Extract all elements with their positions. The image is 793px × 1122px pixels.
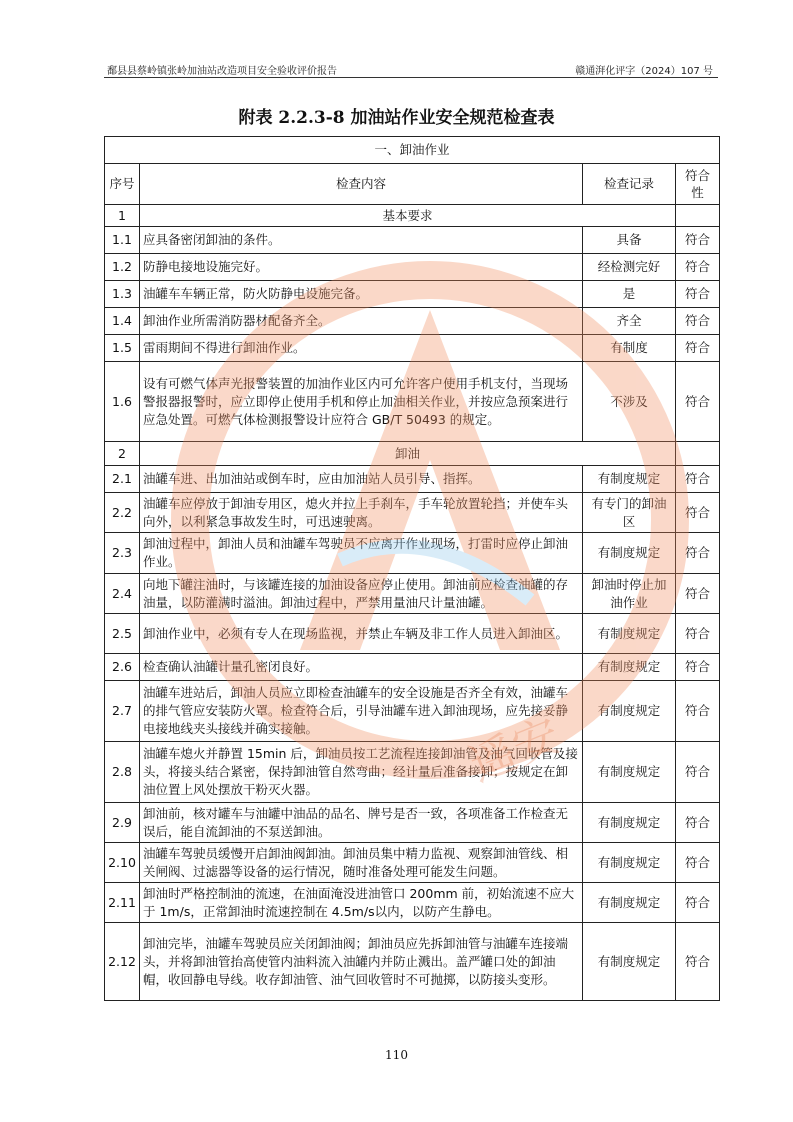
conformity: 符合 [676, 681, 720, 742]
check-content: 油罐车车辆正常，防火防静电设施完备。 [140, 281, 583, 308]
group-title: 基本要求 [140, 205, 676, 227]
conformity: 符合 [676, 843, 720, 883]
table-row [105, 614, 720, 654]
check-content: 设有可燃气体声光报警装置的加油作业区内可允许客户使用手机支付，当现场警报器报警时，应立即停止使用手机和停止加油相关作业，并按应急预案进行应急处置。可燃气体检测报警设计应符合 GB/T 50493 的规定。 [140, 362, 583, 442]
check-content: 卸油作业中，必须有专人在现场监视，并禁止车辆及非工作人员进入卸油区。 [140, 614, 583, 654]
check-content: 卸油前，核对罐车与油罐中油品的品名、牌号是否一致，各项准备工作检查无误后，能自流卸油的不泵送卸油。 [140, 803, 583, 843]
column-header-row [105, 164, 720, 205]
col-header-content: 检查内容 [140, 164, 583, 205]
conformity: 符合 [676, 281, 720, 308]
row-number: 2.8 [105, 742, 140, 803]
check-record: 有制度规定 [583, 466, 676, 493]
table-row [105, 742, 720, 803]
running-header-left: 鄱县县蔡岭镇张岭加油站改造项目安全验收评价报告 [107, 66, 337, 77]
check-record: 有制度 [583, 335, 676, 362]
row-number: 2.6 [105, 654, 140, 681]
page-title: 附表 2.2.3-8 加油站作业安全规范检查表 [238, 108, 555, 128]
check-record: 有制度规定 [583, 681, 676, 742]
group-number: 1 [105, 205, 140, 227]
check-record: 有专门的卸油区 [583, 493, 676, 533]
watermark-text: 遥安 [461, 707, 568, 793]
check-content: 油罐车应停放于卸油专用区，熄火并拉上手刹车，手车轮放置轮挡；并使车头向外，以利紧急事故发生时，可迅速驶离。 [140, 493, 583, 533]
running-header-right: 赣通湃化评字（2024）107 号 [575, 66, 713, 77]
check-content: 油罐车驾驶员缓慢开启卸油阀卸油。卸油员集中精力监视、观察卸油管线、相关闸阀、过滤器等设备的运行情况，随时准备处理可能发生问题。 [140, 843, 583, 883]
group-empty-cell [676, 205, 720, 227]
check-content: 油罐车进站后，卸油人员应立即检查油罐车的安全设施是否齐全有效，油罐车的排气管应安装防火罩。检查符合后，引导油罐车进入卸油现场，应先接妥静电接地线夹头接线并确实接触。 [140, 681, 583, 742]
check-record: 有制度规定 [583, 883, 676, 923]
table-row [105, 308, 720, 335]
check-content: 防静电接地设施完好。 [140, 254, 583, 281]
page-number: 110 [385, 1048, 408, 1062]
col-header-no: 序号 [105, 164, 140, 205]
table-row [105, 362, 720, 442]
table-row [105, 923, 720, 1001]
conformity: 符合 [676, 803, 720, 843]
check-record: 有制度规定 [583, 533, 676, 574]
check-record: 具备 [583, 227, 676, 254]
check-content: 卸油时严格控制油的流速，在油面淹没进油管口 200mm 前，初始流速不应大于 1m/s，正常卸油时流速控制在 4.5m/s以内，以防产生静电。 [140, 883, 583, 923]
conformity: 符合 [676, 654, 720, 681]
conformity: 符合 [676, 574, 720, 614]
check-record: 是 [583, 281, 676, 308]
row-number: 2.9 [105, 803, 140, 843]
table-row [105, 466, 720, 493]
conformity: 符合 [676, 923, 720, 1001]
check-record: 有制度规定 [583, 654, 676, 681]
row-number: 2.3 [105, 533, 140, 574]
col-header-record: 检查记录 [583, 164, 676, 205]
check-record: 卸油时停止加油作业 [583, 574, 676, 614]
row-number: 2.10 [105, 843, 140, 883]
conformity: 符合 [676, 335, 720, 362]
check-content: 卸油完毕，油罐车驾驶员应关闭卸油阀；卸油员应先拆卸油管与油罐车连接端头，并将卸油管抬高使管内油料流入油罐内并防止溅出。盖严罐口处的卸油帽，收回静电导线。收存卸油管、油气回收管时不可抛掷，以防接头变形。 [140, 923, 583, 1001]
check-content: 油罐车进、出加油站或倒车时，应由加油站人员引导、指挥。 [140, 466, 583, 493]
check-content: 雷雨期间不得进行卸油作业。 [140, 335, 583, 362]
row-number: 2.1 [105, 466, 140, 493]
table-row [105, 654, 720, 681]
conformity: 符合 [676, 227, 720, 254]
row-number: 2.5 [105, 614, 140, 654]
row-number: 1.5 [105, 335, 140, 362]
check-content: 油罐车熄火并静置 15min 后，卸油员按工艺流程连接卸油管及油气回收管及接头，将接头结合紧密，保持卸油管自然弯曲；经计量后准备接卸；按规定在卸油位置上风处摆放干粉灭火器。 [140, 742, 583, 803]
table-row [105, 281, 720, 308]
check-record: 有制度规定 [583, 923, 676, 1001]
inspection-table [104, 136, 720, 1001]
check-record: 有制度规定 [583, 614, 676, 654]
group-empty-cell [676, 442, 720, 466]
conformity: 符合 [676, 308, 720, 335]
row-number: 1.2 [105, 254, 140, 281]
table-row [105, 883, 720, 923]
table-row [105, 574, 720, 614]
group-row [105, 205, 720, 227]
table-row [105, 681, 720, 742]
check-record: 有制度规定 [583, 843, 676, 883]
table-row [105, 227, 720, 254]
group-number: 2 [105, 442, 140, 466]
table-row [105, 335, 720, 362]
header-rule [104, 77, 718, 78]
table-row [105, 533, 720, 574]
check-content: 向地下罐注油时，与该罐连接的加油设备应停止使用。卸油前应检查油罐的存油量，以防灌满时溢油。卸油过程中，严禁用量油尺计量油罐。 [140, 574, 583, 614]
row-number: 1.6 [105, 362, 140, 442]
table-row [105, 254, 720, 281]
conformity: 符合 [676, 466, 720, 493]
check-content: 应具备密闭卸油的条件。 [140, 227, 583, 254]
section-title: 一、卸油作业 [105, 137, 720, 164]
row-number: 1.1 [105, 227, 140, 254]
conformity: 符合 [676, 533, 720, 574]
conformity: 符合 [676, 742, 720, 803]
row-number: 2.4 [105, 574, 140, 614]
conformity: 符合 [676, 254, 720, 281]
check-content: 卸油过程中，卸油人员和油罐车驾驶员不应离开作业现场，打雷时应停止卸油作业。 [140, 533, 583, 574]
check-record: 经检测完好 [583, 254, 676, 281]
row-number: 1.4 [105, 308, 140, 335]
group-row [105, 442, 720, 466]
group-title: 卸油 [140, 442, 676, 466]
check-record: 有制度规定 [583, 742, 676, 803]
conformity: 符合 [676, 493, 720, 533]
col-header-result: 符合性 [676, 164, 720, 205]
conformity: 符合 [676, 614, 720, 654]
section-title-row [105, 137, 720, 164]
row-number: 2.2 [105, 493, 140, 533]
check-content: 卸油作业所需消防器材配备齐全。 [140, 308, 583, 335]
conformity: 符合 [676, 362, 720, 442]
table-row [105, 493, 720, 533]
row-number: 2.12 [105, 923, 140, 1001]
check-record: 齐全 [583, 308, 676, 335]
check-record: 有制度规定 [583, 803, 676, 843]
row-number: 1.3 [105, 281, 140, 308]
check-record: 不涉及 [583, 362, 676, 442]
check-content: 检查确认油罐计量孔密闭良好。 [140, 654, 583, 681]
row-number: 2.7 [105, 681, 140, 742]
table-row [105, 843, 720, 883]
conformity: 符合 [676, 883, 720, 923]
row-number: 2.11 [105, 883, 140, 923]
table-row [105, 803, 720, 843]
